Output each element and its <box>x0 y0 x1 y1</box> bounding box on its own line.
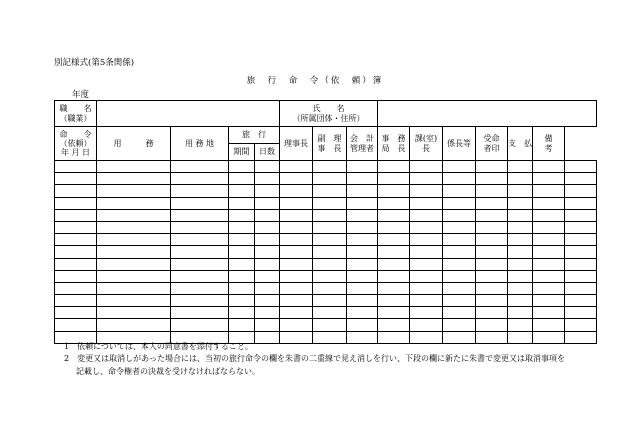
table-cell[interactable] <box>565 295 597 307</box>
table-cell[interactable] <box>378 161 410 173</box>
table-cell[interactable] <box>378 319 410 331</box>
table-row <box>55 161 597 173</box>
table-row <box>55 234 597 246</box>
note-1: 1 依頼については、本人の同意書を添付すること。 <box>64 342 253 351</box>
table-cell[interactable] <box>533 258 565 270</box>
table-cell[interactable] <box>533 221 565 233</box>
table-cell[interactable] <box>410 307 443 319</box>
name-label: 氏 名 （所属団体・住所） <box>280 101 378 127</box>
table-cell[interactable] <box>378 209 410 221</box>
table-cell[interactable] <box>97 319 171 331</box>
table-cell[interactable] <box>410 221 443 233</box>
table-cell[interactable] <box>313 246 347 258</box>
table-cell[interactable] <box>378 282 410 294</box>
subsection-chief-header: 係長等 <box>443 127 476 161</box>
travel-header: 旅 行 <box>229 127 280 144</box>
table-cell[interactable] <box>410 173 443 185</box>
table-cell[interactable] <box>97 221 171 233</box>
table-cell[interactable] <box>255 234 280 246</box>
table-cell[interactable] <box>255 221 280 233</box>
table-cell[interactable] <box>313 221 347 233</box>
table-row <box>55 295 597 307</box>
table-cell[interactable] <box>255 307 280 319</box>
table-row <box>55 173 597 185</box>
table-cell[interactable] <box>55 295 97 307</box>
table-row <box>55 246 597 258</box>
table-cell[interactable] <box>55 234 97 246</box>
order-date-header: 命 令 （依頼） 年 月 日 <box>55 127 97 161</box>
table-cell[interactable] <box>508 295 533 307</box>
table-cell[interactable] <box>565 319 597 331</box>
table-cell[interactable] <box>229 173 255 185</box>
table-cell[interactable] <box>55 270 97 282</box>
table-cell[interactable] <box>313 209 347 221</box>
table-cell[interactable] <box>97 246 171 258</box>
table-cell[interactable] <box>565 307 597 319</box>
page-title: 旅 行 命 令（依 頼）簿 <box>246 76 384 86</box>
table-cell[interactable] <box>476 161 508 173</box>
table-cell[interactable] <box>565 221 597 233</box>
table-cell[interactable] <box>255 185 280 197</box>
table-cell[interactable] <box>347 234 378 246</box>
table-cell[interactable] <box>565 258 597 270</box>
table-cell[interactable] <box>508 173 533 185</box>
table-cell[interactable] <box>97 234 171 246</box>
table-cell[interactable] <box>313 319 347 331</box>
table-cell[interactable] <box>443 307 476 319</box>
table-cell[interactable] <box>533 173 565 185</box>
table-cell[interactable] <box>280 197 313 209</box>
table-cell[interactable] <box>347 295 378 307</box>
job-title-value[interactable] <box>97 101 280 127</box>
table-cell[interactable] <box>171 221 229 233</box>
table-cell[interactable] <box>378 173 410 185</box>
table-cell[interactable] <box>255 197 280 209</box>
note-2-continued: 記載し、命令権者の決裁を受けなければならない。 <box>76 367 260 376</box>
table-cell[interactable] <box>280 331 313 343</box>
table-cell[interactable] <box>410 295 443 307</box>
table-cell[interactable] <box>347 331 378 343</box>
table-cell[interactable] <box>410 282 443 294</box>
table-cell[interactable] <box>55 246 97 258</box>
table-cell[interactable] <box>171 246 229 258</box>
table-cell[interactable] <box>378 295 410 307</box>
table-cell[interactable] <box>508 258 533 270</box>
table-cell[interactable] <box>255 282 280 294</box>
table-cell[interactable] <box>171 234 229 246</box>
table-cell[interactable] <box>533 331 565 343</box>
bureau-chief-header: 事 務 局 長 <box>378 127 410 161</box>
table-cell[interactable] <box>347 270 378 282</box>
table-cell[interactable] <box>313 331 347 343</box>
table-cell[interactable] <box>97 258 171 270</box>
table-cell[interactable] <box>313 234 347 246</box>
table-cell[interactable] <box>533 282 565 294</box>
table-cell[interactable] <box>97 307 171 319</box>
table-row <box>55 270 597 282</box>
job-title-label: 職 名 （職業） <box>55 101 97 127</box>
table-cell[interactable] <box>443 197 476 209</box>
table-cell[interactable] <box>55 197 97 209</box>
table-cell[interactable] <box>55 282 97 294</box>
table-cell[interactable] <box>533 319 565 331</box>
remarks-header: 備 考 <box>533 127 565 161</box>
table-cell[interactable] <box>229 270 255 282</box>
table-cell[interactable] <box>97 173 171 185</box>
table-cell[interactable] <box>280 270 313 282</box>
table-cell[interactable] <box>533 295 565 307</box>
table-cell[interactable] <box>171 258 229 270</box>
table-cell[interactable] <box>171 209 229 221</box>
table-row <box>55 221 597 233</box>
receiver-seal-header: 受命 者印 <box>476 127 508 161</box>
table-cell[interactable] <box>443 209 476 221</box>
form-reference: 別記様式(第5条関係) <box>54 58 135 68</box>
table-cell[interactable] <box>229 282 255 294</box>
table-cell[interactable] <box>171 307 229 319</box>
table-cell[interactable] <box>410 197 443 209</box>
table-cell[interactable] <box>280 282 313 294</box>
table-cell[interactable] <box>410 246 443 258</box>
table-cell[interactable] <box>508 319 533 331</box>
table-cell[interactable] <box>508 221 533 233</box>
table-cell[interactable] <box>476 173 508 185</box>
table-cell[interactable] <box>171 197 229 209</box>
table-cell[interactable] <box>347 282 378 294</box>
table-cell[interactable] <box>313 197 347 209</box>
header-row-person <box>55 101 597 127</box>
business-header: 用 務 <box>97 127 171 161</box>
table-cell[interactable] <box>565 270 597 282</box>
table-cell[interactable] <box>533 307 565 319</box>
table-cell[interactable] <box>443 221 476 233</box>
table-cell[interactable] <box>313 258 347 270</box>
travel-order-ledger <box>54 100 597 344</box>
table-cell[interactable] <box>313 307 347 319</box>
table-cell[interactable] <box>347 221 378 233</box>
table-row <box>55 282 597 294</box>
destination-header: 用 務 地 <box>171 127 229 161</box>
table-cell[interactable] <box>55 221 97 233</box>
table-cell[interactable] <box>476 246 508 258</box>
table-cell[interactable] <box>280 173 313 185</box>
table-cell[interactable] <box>55 319 97 331</box>
table-cell[interactable] <box>378 234 410 246</box>
table-cell[interactable] <box>443 331 476 343</box>
table-cell[interactable] <box>280 185 313 197</box>
table-cell[interactable] <box>280 307 313 319</box>
chairman-header: 理事長 <box>280 127 313 161</box>
table-cell[interactable] <box>476 270 508 282</box>
table-cell[interactable] <box>255 173 280 185</box>
table-cell[interactable] <box>443 246 476 258</box>
table-cell[interactable] <box>97 185 171 197</box>
table-cell[interactable] <box>565 161 597 173</box>
table-cell[interactable] <box>443 173 476 185</box>
table-cell[interactable] <box>476 295 508 307</box>
table-cell[interactable] <box>171 270 229 282</box>
table-cell[interactable] <box>255 258 280 270</box>
table-cell[interactable] <box>255 319 280 331</box>
table-cell[interactable] <box>347 209 378 221</box>
table-cell[interactable] <box>280 234 313 246</box>
table-cell[interactable] <box>378 331 410 343</box>
table-cell[interactable] <box>255 270 280 282</box>
table-cell[interactable] <box>476 331 508 343</box>
table-cell[interactable] <box>533 234 565 246</box>
table-cell[interactable] <box>508 246 533 258</box>
table-cell[interactable] <box>313 173 347 185</box>
table-cell[interactable] <box>443 234 476 246</box>
table-cell[interactable] <box>508 209 533 221</box>
vice-chairman-header: 副 理 事 長 <box>313 127 347 161</box>
table-cell[interactable] <box>255 246 280 258</box>
table-cell[interactable] <box>97 295 171 307</box>
table-cell[interactable] <box>97 197 171 209</box>
table-cell[interactable] <box>565 185 597 197</box>
table-cell[interactable] <box>313 161 347 173</box>
table-cell[interactable] <box>476 258 508 270</box>
table-cell[interactable] <box>476 185 508 197</box>
table-cell[interactable] <box>229 185 255 197</box>
table-cell[interactable] <box>533 161 565 173</box>
table-cell[interactable] <box>476 234 508 246</box>
table-cell[interactable] <box>476 209 508 221</box>
section-chief-header: 課(室) 長 <box>410 127 443 161</box>
table-cell[interactable] <box>229 209 255 221</box>
table-cell[interactable] <box>97 270 171 282</box>
table-cell[interactable] <box>410 258 443 270</box>
table-cell[interactable] <box>443 319 476 331</box>
table-cell[interactable] <box>55 161 97 173</box>
table-cell[interactable] <box>410 319 443 331</box>
table-cell[interactable] <box>229 307 255 319</box>
table-cell[interactable] <box>171 185 229 197</box>
table-row <box>55 258 597 270</box>
table-cell[interactable] <box>255 295 280 307</box>
table-cell[interactable] <box>533 185 565 197</box>
table-cell[interactable] <box>378 246 410 258</box>
table-cell[interactable] <box>565 282 597 294</box>
table-cell[interactable] <box>443 270 476 282</box>
table-cell[interactable] <box>347 246 378 258</box>
table-cell[interactable] <box>443 161 476 173</box>
table-cell[interactable] <box>508 185 533 197</box>
table-cell[interactable] <box>255 331 280 343</box>
table-cell[interactable] <box>476 307 508 319</box>
table-cell[interactable] <box>508 197 533 209</box>
table-cell[interactable] <box>378 258 410 270</box>
table-cell[interactable] <box>347 258 378 270</box>
table-cell[interactable] <box>508 307 533 319</box>
table-cell[interactable] <box>533 209 565 221</box>
name-value[interactable] <box>378 101 597 127</box>
table-cell[interactable] <box>533 246 565 258</box>
table-cell[interactable] <box>508 282 533 294</box>
table-cell[interactable] <box>508 234 533 246</box>
table-cell[interactable] <box>443 295 476 307</box>
period-header: 期間 <box>229 144 255 161</box>
note-2: 2 変更又は取消しがあった場合には、当初の旅行命令の欄を朱書の二重線で見え消しを行い、下段の欄に新たに朱書で変更又は取消事項を <box>64 354 566 363</box>
table-cell[interactable] <box>533 197 565 209</box>
table-cell[interactable] <box>410 161 443 173</box>
table-cell[interactable] <box>97 161 171 173</box>
table-row <box>55 209 597 221</box>
table-cell[interactable] <box>229 221 255 233</box>
table-row <box>55 307 597 319</box>
table-cell[interactable] <box>410 270 443 282</box>
table-cell[interactable] <box>313 282 347 294</box>
table-cell[interactable] <box>97 282 171 294</box>
table-cell[interactable] <box>533 270 565 282</box>
table-cell[interactable] <box>347 185 378 197</box>
table-cell[interactable] <box>565 331 597 343</box>
table-cell[interactable] <box>55 173 97 185</box>
table-cell[interactable] <box>55 258 97 270</box>
accounting-manager-header: 会 計 管理者 <box>347 127 378 161</box>
table-cell[interactable] <box>171 173 229 185</box>
table-cell[interactable] <box>171 282 229 294</box>
table-cell[interactable] <box>255 161 280 173</box>
table-cell[interactable] <box>255 209 280 221</box>
table-cell[interactable] <box>97 209 171 221</box>
table-cell[interactable] <box>280 209 313 221</box>
table-cell[interactable] <box>313 185 347 197</box>
table-cell[interactable] <box>171 161 229 173</box>
table-cell[interactable] <box>313 295 347 307</box>
fiscal-year-label: 年度 <box>72 90 90 100</box>
table-cell[interactable] <box>171 295 229 307</box>
table-cell[interactable] <box>229 258 255 270</box>
table-cell[interactable] <box>347 197 378 209</box>
table-cell[interactable] <box>443 282 476 294</box>
table-cell[interactable] <box>347 173 378 185</box>
table-cell[interactable] <box>410 331 443 343</box>
table-cell[interactable] <box>280 295 313 307</box>
table-cell[interactable] <box>476 197 508 209</box>
table-cell[interactable] <box>55 209 97 221</box>
table-cell[interactable] <box>313 270 347 282</box>
column-header-row-1 <box>55 127 597 144</box>
table-cell[interactable] <box>476 221 508 233</box>
table-cell[interactable] <box>378 185 410 197</box>
table-cell[interactable] <box>565 234 597 246</box>
table-cell[interactable] <box>565 173 597 185</box>
table-cell[interactable] <box>476 319 508 331</box>
table-cell[interactable] <box>229 319 255 331</box>
table-cell[interactable] <box>443 258 476 270</box>
table-cell[interactable] <box>55 307 97 319</box>
table-cell[interactable] <box>508 161 533 173</box>
table-cell[interactable] <box>378 270 410 282</box>
table-cell[interactable] <box>280 221 313 233</box>
table-cell[interactable] <box>565 246 597 258</box>
table-cell[interactable] <box>508 331 533 343</box>
table-cell[interactable] <box>347 307 378 319</box>
table-cell[interactable] <box>229 295 255 307</box>
table-cell[interactable] <box>280 161 313 173</box>
table-cell[interactable] <box>508 270 533 282</box>
table-cell[interactable] <box>378 221 410 233</box>
table-cell[interactable] <box>347 161 378 173</box>
table-cell[interactable] <box>565 209 597 221</box>
table-cell[interactable] <box>410 234 443 246</box>
table-cell[interactable] <box>229 234 255 246</box>
table-cell[interactable] <box>171 319 229 331</box>
table-cell[interactable] <box>565 197 597 209</box>
table-cell[interactable] <box>476 282 508 294</box>
table-cell[interactable] <box>229 161 255 173</box>
table-cell[interactable] <box>55 185 97 197</box>
table-cell[interactable] <box>280 246 313 258</box>
table-cell[interactable] <box>410 209 443 221</box>
table-row <box>55 319 597 331</box>
payment-header: 支 払 <box>508 127 533 161</box>
table-cell[interactable] <box>229 246 255 258</box>
table-cell[interactable] <box>410 185 443 197</box>
table-cell[interactable] <box>347 319 378 331</box>
table-cell[interactable] <box>378 307 410 319</box>
table-row <box>55 185 597 197</box>
table-cell[interactable] <box>443 185 476 197</box>
days-header: 日数 <box>255 144 280 161</box>
table-row <box>55 197 597 209</box>
table-cell[interactable] <box>378 197 410 209</box>
table-cell[interactable] <box>229 197 255 209</box>
table-cell[interactable] <box>280 258 313 270</box>
table-cell[interactable] <box>280 319 313 331</box>
